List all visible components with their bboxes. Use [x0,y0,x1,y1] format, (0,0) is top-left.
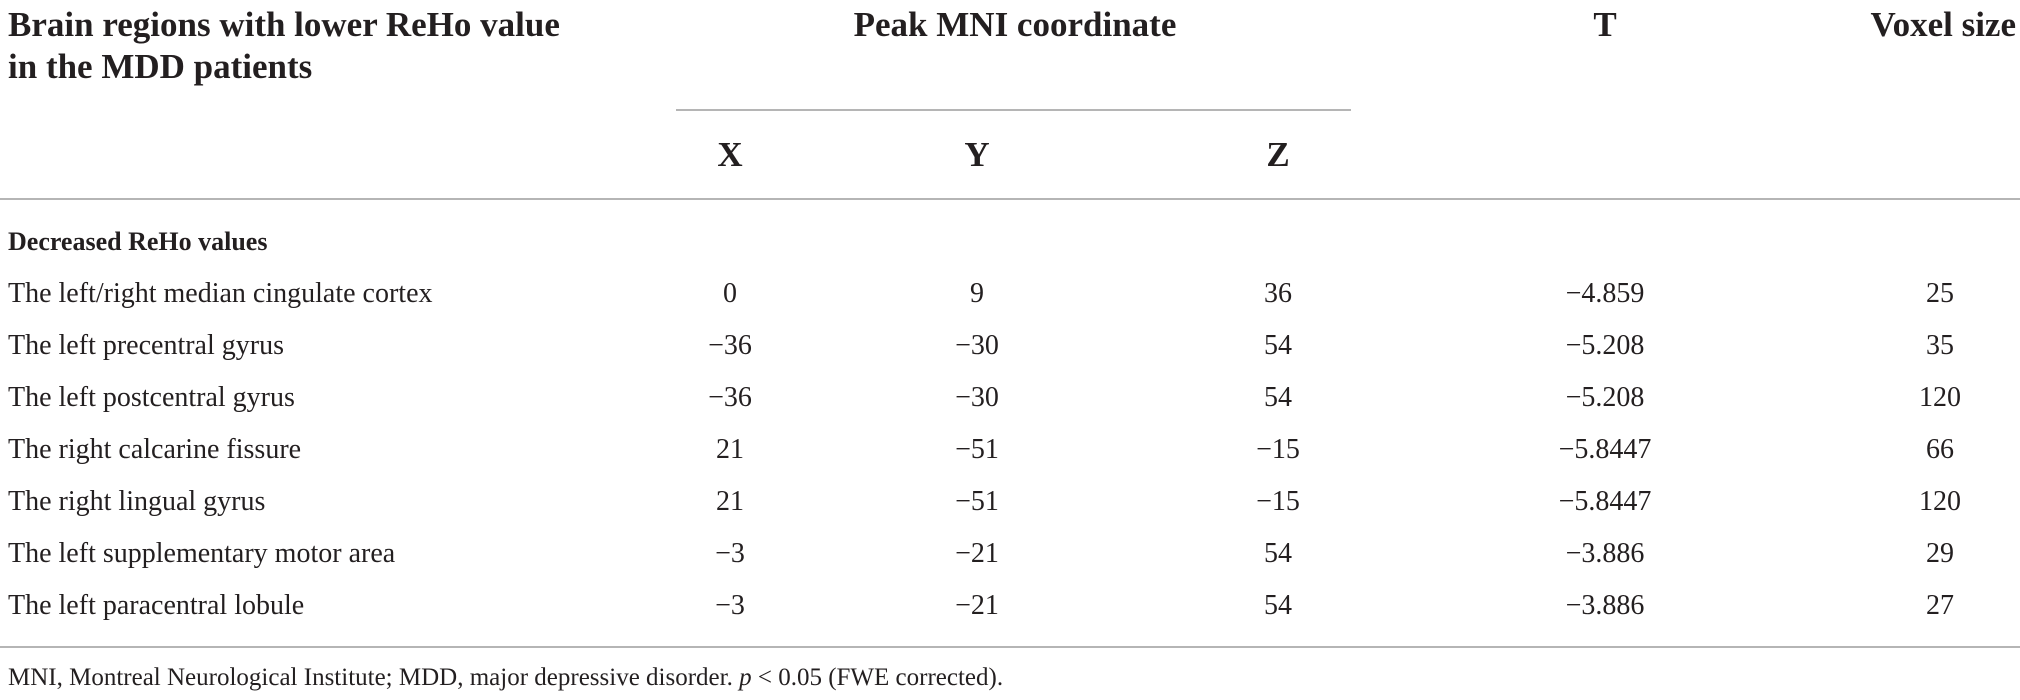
cell-y: −30 [955,330,999,361]
table-row [0,380,2020,432]
cell-t: −5.208 [1565,330,1645,361]
table-row [0,536,2020,588]
cell-x: −3 [715,538,745,569]
table-row [0,276,2020,328]
cell-t: −3.886 [1565,590,1645,621]
header-z: Z [1266,135,1290,174]
cell-y: −21 [955,590,999,621]
cell-t: −5.208 [1565,382,1645,413]
header-t: T [1593,5,1617,44]
footnote-significance: < 0.05 (FWE corrected). [751,664,1004,691]
table-footnote [8,663,1003,693]
cell-t: −3.886 [1565,538,1645,569]
section-label: Decreased ReHo values [8,227,268,256]
cell-voxel-size: 35 [1926,330,1954,361]
cell-z: 54 [1264,590,1292,621]
cell-region: The left/right median cingulate cortex [8,278,433,309]
footer-divider [0,646,2020,648]
cell-region: The left supplementary motor area [8,538,396,569]
cell-voxel-size: 27 [1926,590,1954,621]
cell-voxel-size: 120 [1919,382,1961,413]
cell-x: −36 [708,330,752,361]
cell-voxel-size: 25 [1926,278,1954,309]
table-row [0,484,2020,536]
cell-z: 54 [1264,382,1292,413]
cell-region: The right lingual gyrus [8,486,266,517]
cell-voxel-size: 29 [1926,538,1954,569]
cell-x: 21 [716,434,744,465]
cell-y: −51 [955,434,999,465]
cell-y: −21 [955,538,999,569]
table-row [0,328,2020,380]
table-row [0,588,2020,640]
cell-voxel-size: 120 [1919,486,1961,517]
header-divider [0,198,2020,200]
cell-z: 54 [1264,330,1292,361]
cell-z: 54 [1264,538,1292,569]
cell-t: −5.8447 [1558,434,1652,465]
cell-z: −15 [1256,486,1300,517]
cell-region: The right calcarine fissure [8,434,302,465]
cell-region: The left postcentral gyrus [8,382,295,413]
cell-y: −30 [955,382,999,413]
cell-x: 0 [723,278,737,309]
cell-z: −15 [1256,434,1300,465]
peak-header-divider [676,109,1351,111]
table-row [0,432,2020,484]
header-peak-mni-coordinate: Peak MNI coordinate [853,5,1177,44]
cell-x: −36 [708,382,752,413]
cell-x: 21 [716,486,744,517]
footnote-text: MNI, Montreal Neurological Institute; MDD, major depressive disorder. [8,664,740,691]
header-x: X [717,135,743,174]
cell-region: The left paracentral lobule [8,590,305,621]
header-voxel-size: Voxel size [1870,5,2016,44]
cell-voxel-size: 66 [1926,434,1954,465]
table-body [0,276,2020,640]
cell-y: 9 [970,278,984,309]
cell-y: −51 [955,486,999,517]
cell-x: −3 [715,590,745,621]
cell-z: 36 [1264,278,1292,309]
cell-t: −5.8447 [1558,486,1652,517]
header-brain-regions: Brain regions with lower ReHo value in the MDD patients [8,5,560,86]
cell-region: The left precentral gyrus [8,330,284,361]
p-value-symbol: p [739,664,752,691]
cell-t: −4.859 [1565,278,1645,309]
header-y: Y [964,135,990,174]
